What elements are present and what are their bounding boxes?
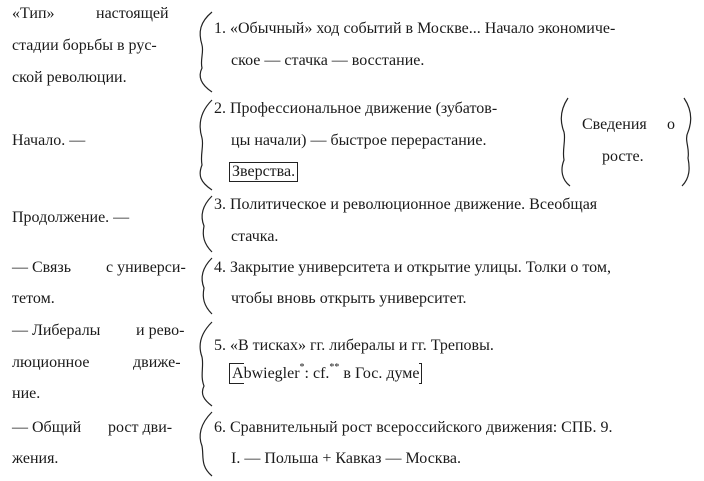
bracket-3 xyxy=(202,196,212,252)
right-r2-l3-boxed: Зверства. xyxy=(229,162,298,182)
left-r5-l1b: и рево- xyxy=(136,322,185,339)
right-r4-l2: чтобы вновь открыть университет. xyxy=(231,290,467,307)
bracket-2 xyxy=(200,100,212,190)
left-r3-l1: Продолжение. — xyxy=(12,209,130,226)
bracket-4 xyxy=(202,258,212,314)
bracket-6 xyxy=(200,412,212,476)
left-r4-l1a: — Связь xyxy=(12,259,71,276)
left-r1-l1b: настоящей xyxy=(96,5,169,22)
right-r5-l1: 5. «В тисках» гг. либералы и гг. Треповы. xyxy=(214,337,494,354)
right-r5-l2: Abwiegler*: cf.** в Гос. думе xyxy=(229,366,422,382)
inner-bracket-left xyxy=(561,98,570,186)
left-r1-l3: ской революции. xyxy=(12,69,127,86)
right-r3-l1: 3. Политическое и революционное движение. Всеобщая xyxy=(214,196,598,213)
left-r4-l2: тетом. xyxy=(12,290,55,307)
right-r2-side1a: Сведения xyxy=(582,116,647,133)
left-r5-l3: ние. xyxy=(12,385,41,402)
right-r4-l1: 4. Закрытие университета и открытие улицы. Толки о том, xyxy=(214,259,611,276)
abwiegler-box-end xyxy=(419,363,422,384)
left-r4-l1b: с универси- xyxy=(106,259,186,276)
left-r5-l2a: люционное xyxy=(12,354,90,371)
right-r1-l2: ское — стачка — восстание. xyxy=(231,52,425,69)
right-r6-l2: I. — Польша + Кавказ — Москва. xyxy=(231,450,462,467)
right-r2-side1b: о xyxy=(667,116,675,133)
left-r2-l1: Начало. — xyxy=(12,132,86,149)
left-r1-l2: стадии борьбы в рус- xyxy=(12,37,157,54)
inner-bracket-right xyxy=(682,98,691,186)
left-r5-l1a: — Либералы xyxy=(12,322,101,339)
right-r1-l1: 1. «Обычный» ход событий в Москве... Начало экономиче- xyxy=(214,20,616,37)
right-r2-l2: цы начали) — быстрое перерастание. xyxy=(231,132,487,149)
left-r6-l2: жения. xyxy=(12,450,59,467)
left-r6-l1b: рост дви- xyxy=(108,419,173,436)
right-r2-l1: 2. Профессиональное движение (зубатов- xyxy=(214,100,498,117)
right-r3-l2: стачка. xyxy=(231,228,279,245)
abwiegler-box-start: A xyxy=(229,363,244,384)
left-r6-l1a: — Общий xyxy=(12,419,82,436)
bracket-1 xyxy=(200,12,212,92)
bracket-5 xyxy=(200,322,212,406)
right-r2-side2: росте. xyxy=(602,148,644,165)
left-r5-l2b: движе- xyxy=(133,354,181,371)
right-r6-l1: 6. Сравнительный рост всероссийского движения: СПБ. 9. xyxy=(214,419,613,436)
left-r1-l1a: «Тип» xyxy=(12,5,55,22)
